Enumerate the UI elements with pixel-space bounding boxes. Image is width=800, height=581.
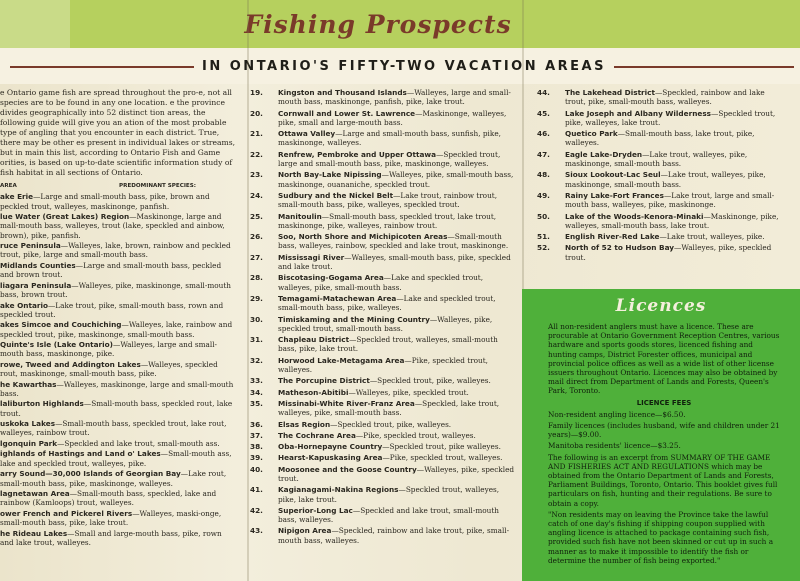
area-entry [0,212,236,240]
area-number: 43. [250,526,263,536]
area-species: —Walleyes, lake, rainbow and speckled trout, pike, maskinonge, small-mouth bass. [0,320,233,339]
area-entry [250,387,516,397]
area-species: —Lake trout, walleyes, pike, maskinonge, small-mouth bass. [565,170,766,189]
area-species: —Lake trout, large and small-mouth bass, walleyes, pike, maskinonge. [565,190,775,210]
area-species: —Speckled, rainbow and lake trout, pike, small-mouth bass, walleyes. [565,88,765,107]
area-entry [250,464,516,484]
area-number: 41. [250,485,263,495]
area-entry [0,529,236,548]
intro-paragraph: e Ontario game fish are spread throughout the pro-e, not all species are to be found in any one location. e the province divides geographically into 52 distinct tion areas, the following guide will give you an ation of the most probable type of angling that you encounter in each district. True, there may be other es present in individual lakes or streams, but in main this list, according to Ontario Fish and Game orities, is based on up-to-date scientific information study of fish habitat in all sections of Ontario. [0,88,236,177]
area-entry [250,419,516,429]
area-species: —Small-mouth bass, speckled trout, lake trout, maskinonge, pike, walleyes, rainbow trout. [278,211,497,230]
area-entry [0,360,236,379]
area-number: 25. [250,211,263,221]
area-species: —Lake trout, rainbow trout, small-mouth bass, pike, walleyes, speckled trout. [278,190,498,210]
area-entry [250,355,516,375]
area-entry [0,241,236,260]
area-species: —Pike, speckled trout, walleyes. [278,355,488,375]
area-name: Horwood Lake-Metagama Area [278,355,405,365]
area-species: —Lake trout, pike, small-mouth bass, rown and speckled trout. [0,300,224,319]
area-species: —Small-mouth bass, speckled, lake and rainbow (Kamloops) trout, walleyes. [0,489,217,508]
area-entry [0,489,236,508]
area-species: —Lake trout, walleyes, pike, maskinonge, small-mouth bass. [565,149,748,169]
area-species: —Maskinonge, large and mall-mouth bass, walleyes, trout (lake, speckled and ainbow, brown), pike, panfish. [0,212,225,240]
area-number: 45. [537,108,550,118]
area-entry [250,398,516,418]
area-species: —Walleyes, pike, maskinonge, small-mouth bass, brown trout. [0,280,231,300]
area-name: uskoka Lakes [0,419,56,429]
areas-column-3 [537,88,781,264]
area-species: —Walleyes, speckled rout, maskinonge, small-mouth bass, pike. [0,359,218,379]
licences-title: Licences [615,296,707,316]
area-number: 52. [537,243,550,253]
area-name: Sioux Lookout-Lac Seul [565,170,661,180]
area-species: —Large and small-mouth bass, pike, brown and peckled trout, walleyes, maskinonge, panfish. [0,192,210,211]
area-name: Superior-Long Lac [278,505,353,515]
area-name: liagara Peninsula [0,280,72,290]
area-number: 32. [250,355,263,365]
licences-paragraph-1: All non-resident anglers must have a licence. These are procurable at Ontario Government Reception Centres, various hardware and sports goods stores, licenced fishing and hunting camps, District Forester offices, municipal and provincial police offices as well as a wide list of other license issuers throughout Ontario. Licences may also be obtained by mail direct from Department of Lands and Forests, Queen's Park, Toronto. [548,322,780,396]
area-name: Hearst-Kapuskasing Area [278,453,383,463]
area-name: Chapleau District [278,335,350,345]
area-species: —Lake and speckled trout, walleyes, pike, small-mouth bass. [278,273,484,292]
page-title: Fishing Prospects [244,10,512,39]
fee-non-resident: Non-resident angling licence—$6.50. [548,409,686,419]
area-entry [250,232,516,251]
area-number: 42. [250,505,263,515]
area-name: The Cochrane Area [278,430,356,440]
area-entry [250,453,516,463]
area-entry [537,243,781,262]
area-number: 24. [250,190,263,200]
area-entry [0,439,236,448]
area-entry [0,399,236,418]
area-species: —Walleyes, pike, speckled trout. [278,464,515,483]
area-species: —Small-mouth bass, speckled trout, lake rout, walleyes, rainbow trout. [0,419,227,438]
area-entry [0,419,236,438]
area-entry [0,509,236,528]
area-number: 34. [250,387,263,397]
area-entry [250,314,516,334]
area-number: 47. [537,149,550,159]
area-name: Biscotasing-Gogama Area [278,273,384,283]
area-number: 38. [250,442,263,452]
area-species: —Small-mouth ass, lake and speckled trout, walleyes, pike. [0,449,232,468]
area-species: —Walleyes, maski-onge, small-mouth bass, pike, lake trout. [0,508,222,528]
area-entry [250,129,516,148]
area-entry [0,192,236,211]
area-entry [250,252,516,272]
area-name: Cornwall and Lower St. Lawrence [278,108,416,118]
area-name: Soo, North Shore and Michipicoten Areas [278,232,448,242]
area-number: 19. [250,88,263,97]
area-name: North Bay-Lake Nipissing [278,170,382,180]
area-header: AREA [0,183,17,189]
area-number: 36. [250,419,263,429]
area-entry [537,88,781,107]
area-name: Quetico Park [565,129,618,139]
area-species: —Speckled trout, walleyes, pike, lake trout. [278,485,500,504]
area-entry [0,380,236,399]
area-entry [250,335,516,354]
area-number: 28. [250,273,263,283]
area-entry [0,281,236,300]
area-entry [250,442,516,452]
area-name: lagnetawan Area [0,489,70,499]
licences-paragraph-3: "Non residents may on leaving the Province take the lawful catch of one day's fishing if shipping coupon supplied with angling licence is attached to package containing such fish, provided such fish have not been skinned or cut up in such a manner as to make it impossible to identify the fish or determine the number of fish being exported." [548,509,774,565]
area-name: English River-Red Lake [565,232,660,242]
area-entry [0,449,236,468]
area-species: —Speckled trout, pike, walleyes. [369,376,491,386]
area-name: akes Simcoe and Couchiching [0,320,122,330]
area-species: —Speckled and lake trout, small-mouth bass, walleyes. [278,505,499,525]
area-entry [537,232,781,242]
area-name: Ottawa Valley [278,129,336,139]
area-species: —Walleyes, pike, speckled trout, small-mouth bass. [278,314,493,333]
area-entry [250,376,516,386]
area-name: he Rideau Lakes [0,528,68,538]
area-number: 50. [537,211,550,221]
area-name: lue Water (Great Lakes) Region [0,212,130,222]
area-name: North of 52 to Hudson Bay [565,243,675,253]
area-number: 29. [250,293,263,303]
area-species: —Walleyes, large and small-mouth bass, maskinonge, panfish, pike, lake trout. [278,88,511,107]
area-species: —Lake and speckled trout, small-mouth bass, pike, walleyes. [278,293,496,313]
area-entry [0,261,236,280]
area-number: 26. [250,232,263,242]
area-number: 39. [250,453,263,463]
area-species: —Walleyes, pike, speckled trout. [565,243,772,262]
licence-fees-heading: LICENCE FEES [636,398,692,407]
area-name: Missinabi-White River-Franz Area [278,398,415,408]
area-species: —Large and small-mouth bass, peckled and brown trout. [0,260,222,280]
area-species: —Pike, speckled trout, walleyes. [382,453,503,463]
area-name: rowe, Tweed and Addington Lakes [0,359,141,369]
area-name: Oba-Hornepayne Country [278,442,383,452]
area-species: —Walleyes, small-mouth bass, pike, speckled and lake trout. [278,252,511,272]
area-name: Quinte's Isle (Lake Ontario) [0,340,114,350]
area-species: —Small-mouth bass, walleyes, rainbow, speckled and lake trout, maskinonge. [278,232,509,251]
area-species: —Pike, speckled trout, walleyes. [355,430,476,440]
area-species: —Small-mouth bass, speckled rout, lake trout. [0,399,233,418]
area-species: —Walleyes, large and small-mouth bass, maskinonge, pike. [0,340,218,359]
area-name: arry Sound—30,000 Islands of Georgian Bay [0,469,181,479]
area-entry [250,273,516,292]
area-number: 35. [250,398,263,408]
area-name: The Lakehead District [565,88,655,97]
area-species: —Walleyes, pike, speckled trout. [348,387,469,397]
page-subtitle [0,59,800,74]
area-name: Lake of the Woods-Kenora-Minaki [565,211,704,221]
area-name: laliburton Highlands [0,399,84,409]
area-name: Rainy Lake-Fort Frances [565,190,664,200]
area-species: —Walleyes, maskinonge, large and small-mouth bass. [0,379,234,398]
area-name: ake Erie [0,192,34,202]
area-species: —Walleyes, pike, small-mouth bass, maskinonge, ouananiche, speckled trout. [278,170,514,189]
area-species: —Small and large-mouth bass, pike, rown and lake trout, walleyes. [0,528,222,547]
area-number: 46. [537,129,550,139]
area-name: Matheson-Abitibi [278,387,349,397]
area-name: Kagianagami-Nakina Regions [278,485,399,495]
area-number: 40. [250,464,263,474]
area-entry [0,340,236,359]
area-entry [250,149,516,169]
area-entry [0,301,236,320]
area-number: 33. [250,376,263,386]
area-species: —Speckled, rainbow and lake trout, pike, small-mouth bass, walleyes. [278,526,510,545]
area-species: —Speckled trout, pike, walleyes, lake trout. [565,108,776,127]
area-name: ruce Peninsula [0,241,61,251]
fold-line-left [247,0,249,581]
area-name: Timiskaming and the Mining Country [278,314,430,324]
area-entry [250,485,516,504]
area-name: Temagami-Matachewan Area [278,293,397,303]
area-name: Mississagi River [278,252,345,262]
area-name: Manitoulin [278,211,322,221]
area-entry [537,190,781,210]
area-number: 44. [537,88,550,97]
area-name: Kingston and Thousand Islands [278,88,407,97]
area-entry [250,211,516,231]
area-entry [537,170,781,189]
area-name: Eagle Lake-Dryden [565,149,643,159]
area-name: lgonquin Park [0,438,58,448]
area-name: ighlands of Hastings and Land o' Lakes [0,449,161,459]
area-name: he Kawarthas [0,379,57,389]
licences-paragraph-2: The following is an excerpt from SUMMARY OF THE GAME AND FISHERIES ACT AND REGULATIONS which may be obtained from the Ontario Department of Lands and Forests, Parliament Buildings, Toronto, Ontario. This booklet gives full particulars on fish, hunting and their regulations. Be sure to obtain a copy. [548,452,778,508]
area-name: Midlands Counties [0,260,76,270]
area-number: 30. [250,314,263,324]
area-entry [250,430,516,440]
column-headers [0,182,236,191]
fee-family: Family licences (includes husband, wife and children under 21 years)—$9.00. [548,421,780,440]
area-entry [250,526,516,545]
area-entry [0,320,236,339]
areas-column-1 [0,88,236,548]
area-name: The Porcupine District [278,376,370,386]
area-number: 22. [250,149,263,159]
area-entry [250,293,516,313]
area-name: Sudbury and the Nickel Belt [278,190,394,200]
area-number: 20. [250,108,263,118]
area-entry [0,469,236,488]
area-number: 31. [250,335,263,345]
area-species: —Speckled and lake trout, small-mouth ass. [57,438,220,448]
area-species: —Maskinonge, walleyes, pike, small and large-mouth bass. [278,108,507,127]
area-entry [537,211,781,231]
area-number: 21. [250,129,263,139]
area-entry [250,88,516,107]
area-entry [250,170,516,189]
area-name: Nipigon Area [278,526,332,536]
species-header: PREDOMINANT SPECIES: [119,183,196,189]
area-number: 23. [250,170,263,180]
fee-manitoba: Manitoba residents' licence—$3.25. [548,441,681,451]
area-name: Moosonee and the Goose Country [278,464,417,474]
green-header-fade [0,0,70,48]
area-entry [537,129,781,148]
area-species: —Speckled, lake trout, walleyes, pike, small-mouth bass. [278,398,500,418]
area-name: Lake Joseph and Albany Wilderness [565,108,712,118]
area-name: ake Ontario [0,300,48,310]
area-entry [537,108,781,128]
area-species: —Speckled trout, pike, walleyes. [330,419,452,429]
area-number: 49. [537,190,550,200]
area-number: 37. [250,430,263,440]
area-species: —Speckled trout, large and small-mouth bass, pike, maskinonge, walleyes. [278,149,501,169]
area-name: Renfrew, Pembroke and Upper Ottawa [278,149,437,159]
area-name: Elsas Region [278,419,331,429]
area-number: 27. [250,252,263,262]
area-species: —Speckled trout, walleyes, small-mouth bass, pike, lake trout. [278,335,498,354]
area-number: 48. [537,170,550,180]
area-species: —Maskinonge, pike, walleyes, small-mouth bass, lake trout. [565,211,779,230]
area-species: —Small-mouth bass, lake trout, pike, walleyes. [565,129,755,148]
area-species: —Lake rout, small-mouth bass, pike, maskinonge, walleyes. [0,469,227,488]
area-number: 51. [537,232,550,242]
area-name: ower French and Pickerel Rivers [0,508,133,518]
area-entry [250,190,516,210]
area-species: —Walleyes, lake, brown, rainbow and peckled trout, pike, large and small-mouth bass. [0,241,231,260]
areas-column-2 [250,88,516,547]
area-list-1 [0,192,236,547]
area-species: —Lake trout, walleyes, pike. [659,232,765,242]
area-entry [537,149,781,169]
area-entry [250,108,516,128]
area-entry [250,505,516,525]
subtitle-text: IN ONTARIO'S FIFTY-TWO VACATION AREAS [194,59,614,74]
area-species: —Speckled trout, pike walleyes. [382,442,501,452]
area-species: —Large and small-mouth bass, sunfish, pike, maskinonge, walleyes. [278,129,501,148]
licences-body [548,322,780,567]
